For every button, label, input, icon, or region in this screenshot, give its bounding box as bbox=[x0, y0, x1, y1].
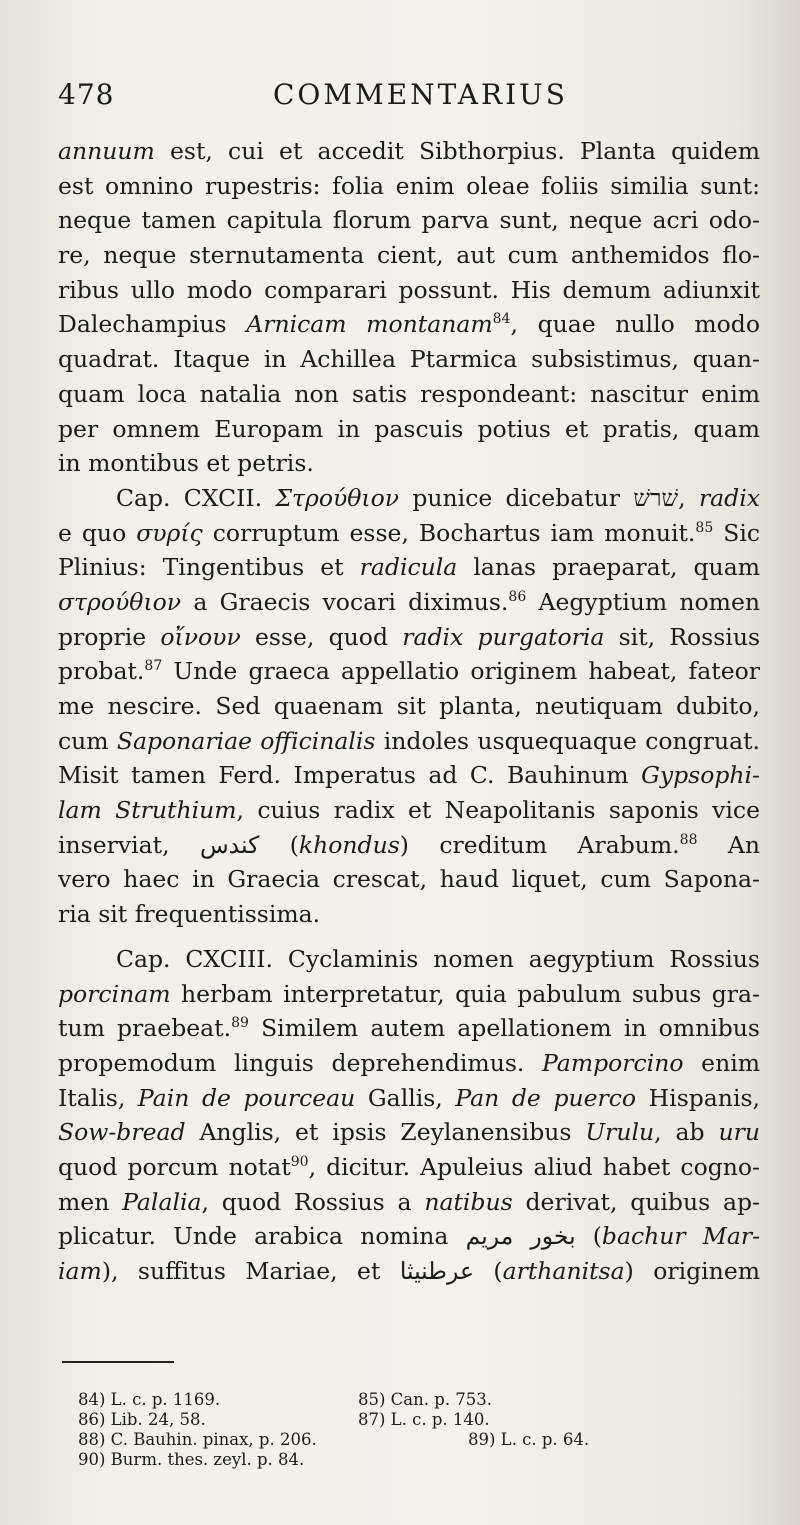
text-span: , bbox=[678, 483, 699, 512]
arabic-term: بخور مريم bbox=[465, 1222, 576, 1251]
text-span: Gallis, bbox=[355, 1083, 456, 1112]
text-line: Cap. CXCIII. Cyclaminis nomen aegyptium Rossius bbox=[116, 944, 760, 973]
text-span: Unde graeca appellatio originem habeat, fateor bbox=[162, 657, 760, 686]
text-span: Anglis, et ipsis Zeylanensibus bbox=[185, 1118, 586, 1147]
footnote-ref: 90 bbox=[290, 1153, 309, 1170]
text-span: a Graecis vocari diximus. bbox=[181, 587, 509, 616]
text-span: Hispanis, bbox=[636, 1083, 760, 1112]
text-span: ( bbox=[259, 830, 299, 859]
text-line: neque tamen capitula florum parva sunt, neque acri odo- bbox=[58, 206, 760, 235]
text-line bbox=[58, 1185, 760, 1220]
arabic-term: كندس bbox=[199, 830, 260, 859]
text-span: enim bbox=[683, 1048, 760, 1077]
italic-term: Pamporcino bbox=[542, 1048, 684, 1077]
footnote-ref: 86 bbox=[508, 588, 527, 605]
text-line: re, neque sternutamenta cient, aut cum anthemidos flo- bbox=[58, 241, 760, 270]
text-line bbox=[58, 1046, 760, 1081]
footnote-ref: 87 bbox=[144, 658, 163, 675]
italic-term: radix bbox=[698, 483, 760, 512]
footnote-ref: 84 bbox=[492, 311, 511, 328]
text-span: esse, quod bbox=[240, 622, 403, 651]
italic-term: Gypsophi- bbox=[641, 761, 760, 790]
italic-term: lam Struthium bbox=[58, 796, 237, 825]
text-span: e quo bbox=[58, 518, 137, 547]
text-span: ( bbox=[473, 1257, 503, 1285]
italic-term: Pan de puerco bbox=[455, 1083, 637, 1112]
text-span: corruptum esse, Bochartus iam monuit. bbox=[202, 518, 696, 547]
footnote: 88) C. Bauhin. pinax, p. 206. bbox=[78, 1430, 317, 1449]
footnote-rule bbox=[62, 1361, 174, 1363]
text-line bbox=[58, 654, 760, 689]
text-span: ), suffitus Mariae, et bbox=[101, 1257, 400, 1285]
text-span: , ab bbox=[654, 1118, 719, 1147]
greek-term: στρούθιον bbox=[58, 587, 182, 616]
italic-term: uru bbox=[718, 1118, 760, 1147]
chapter-ref: Cap. CXCII. bbox=[116, 483, 276, 512]
italic-term: bachur Mar- bbox=[601, 1222, 760, 1251]
page-number: 478 bbox=[58, 78, 115, 111]
text-span: , quod Rossius a bbox=[201, 1187, 425, 1216]
text-span: Misit tamen Ferd. Imperatus ad C. Bauhinum bbox=[58, 761, 642, 790]
footnote-ref: 89 bbox=[231, 1015, 249, 1032]
text-line: in montibus et petris. bbox=[58, 449, 314, 478]
text-line bbox=[58, 1219, 760, 1254]
text-span: proprie bbox=[58, 622, 161, 651]
text-line: per omnem Europam in pascuis potius et pratis, quam bbox=[58, 414, 760, 443]
footnote: 86) Lib. 24, 58. bbox=[78, 1410, 206, 1429]
hebrew-term: שׁרשׁ bbox=[633, 483, 679, 512]
greek-term: συρίς bbox=[136, 518, 203, 547]
italic-term: Pain de pourceau bbox=[137, 1083, 356, 1112]
footnote: 90) Burm. thes. zeyl. p. 84. bbox=[78, 1450, 305, 1469]
text-span: , quae nullo modo bbox=[510, 310, 760, 339]
italic-term: natibus bbox=[424, 1187, 513, 1216]
italic-term: radix purgatoria bbox=[402, 622, 605, 651]
text-span: Plinius: Tingentibus et bbox=[58, 553, 360, 582]
italic-term: annuum bbox=[58, 137, 155, 165]
italic-term: Sow-bread bbox=[58, 1118, 186, 1147]
footnote: 84) L. c. p. 1169. bbox=[78, 1390, 221, 1409]
footnote-ref: 88 bbox=[679, 831, 698, 848]
text-span: Aegyptium nomen bbox=[526, 587, 760, 616]
footnote-ref: 85 bbox=[695, 519, 714, 536]
text-span: lanas praeparat, quam bbox=[457, 553, 760, 582]
text-span: men bbox=[58, 1187, 123, 1216]
text-line bbox=[58, 620, 760, 655]
text-span: ) creditum Arabum. bbox=[399, 830, 680, 859]
footnote-row bbox=[78, 1390, 718, 1410]
text-line bbox=[58, 1150, 760, 1185]
text-line: ria sit frequentissima. bbox=[58, 900, 321, 929]
text-line bbox=[58, 1011, 760, 1046]
text-span: Dalechampius bbox=[58, 310, 247, 339]
italic-term: khondus bbox=[298, 830, 400, 859]
footnote: 87) L. c. p. 140. bbox=[358, 1410, 490, 1429]
text-line bbox=[58, 481, 760, 516]
italic-term: radicula bbox=[359, 553, 458, 582]
text-span: , cuius radix et Neapolitanis saponis vice bbox=[236, 796, 760, 825]
arabic-term: عرطنيثا bbox=[399, 1257, 474, 1285]
running-header bbox=[58, 78, 760, 118]
footnote-row bbox=[78, 1450, 718, 1470]
text-span: sit, Rossius bbox=[604, 622, 760, 651]
text-line bbox=[58, 516, 760, 551]
text-line bbox=[58, 134, 760, 169]
text-line bbox=[58, 1254, 760, 1289]
italic-term: iam bbox=[58, 1257, 102, 1285]
text-span: ( bbox=[575, 1222, 602, 1251]
running-title: COMMENTARIUS bbox=[273, 78, 568, 111]
text-span: herbam interpretatur, quia pabulum subus gra- bbox=[170, 979, 760, 1008]
italic-term: Urulu bbox=[585, 1118, 655, 1147]
text-span: punice dicebatur bbox=[399, 483, 634, 512]
text-line bbox=[58, 793, 760, 828]
text-line bbox=[58, 1081, 760, 1116]
greek-term: Στρούθιον bbox=[275, 483, 400, 512]
text-span: quod porcum notat bbox=[58, 1152, 291, 1181]
text-span: tum praebeat. bbox=[58, 1014, 232, 1043]
text-line bbox=[58, 828, 760, 863]
text-line: quam loca natalia non satis respondeant: nascitur enim bbox=[58, 379, 760, 408]
text-span: inserviat, bbox=[58, 830, 200, 859]
text-line bbox=[58, 977, 760, 1012]
text-line: est omnino rupestris: folia enim oleae foliis similia sunt: bbox=[58, 171, 760, 200]
text-span: ) originem bbox=[624, 1257, 760, 1285]
paragraph-gap bbox=[58, 932, 760, 942]
text-line: ribus ullo modo comparari possunt. His demum adiunxit bbox=[58, 275, 760, 304]
text-line: quadrat. Itaque in Achillea Ptarmica subsistimus, quan- bbox=[58, 345, 760, 374]
footnote-row bbox=[78, 1430, 718, 1450]
text-line: me nescire. Sed quaenam sit planta, neutiquam dubito, bbox=[58, 692, 760, 720]
footnotes bbox=[78, 1390, 718, 1470]
text-span: propemodum linguis deprehendimus. bbox=[58, 1048, 543, 1077]
text-line bbox=[58, 550, 760, 585]
text-line bbox=[58, 724, 760, 759]
text-span: est, cui et accedit Sibthorpius. Planta quidem bbox=[154, 137, 760, 165]
text-span: Sic bbox=[713, 518, 760, 547]
footnote-row bbox=[78, 1410, 718, 1430]
text-span: derivat, quibus ap- bbox=[512, 1187, 760, 1216]
italic-term: Palalia bbox=[122, 1187, 202, 1216]
text-line bbox=[58, 307, 760, 342]
text-span: probat. bbox=[58, 657, 145, 686]
text-span: An bbox=[697, 830, 760, 859]
text-span: Similem autem apellationem in omnibus bbox=[248, 1014, 760, 1043]
text-line bbox=[58, 758, 760, 793]
italic-term: Saponariae officinalis bbox=[116, 726, 376, 755]
text-span: indoles usquequaque congruat. bbox=[375, 726, 760, 755]
text-line: vero haec in Graecia crescat, haud liquet, cum Sapona- bbox=[58, 865, 760, 894]
text-line bbox=[58, 1115, 760, 1150]
text-span: plicatur. Unde arabica nomina bbox=[58, 1222, 466, 1251]
main-text bbox=[58, 134, 760, 1289]
text-span: , dicitur. Apuleius aliud habet cogno- bbox=[308, 1152, 760, 1181]
text-span: cum bbox=[58, 726, 117, 755]
italic-term: porcinam bbox=[58, 979, 171, 1008]
italic-term: arthanitsa bbox=[502, 1257, 625, 1285]
footnote: 89) L. c. p. 64. bbox=[468, 1430, 590, 1449]
greek-term: οἴνουν bbox=[160, 622, 241, 651]
footnote: 85) Can. p. 753. bbox=[358, 1390, 493, 1409]
text-line bbox=[58, 585, 760, 620]
italic-term: Arnicam montanam bbox=[246, 310, 493, 339]
text-span: Italis, bbox=[58, 1083, 138, 1112]
